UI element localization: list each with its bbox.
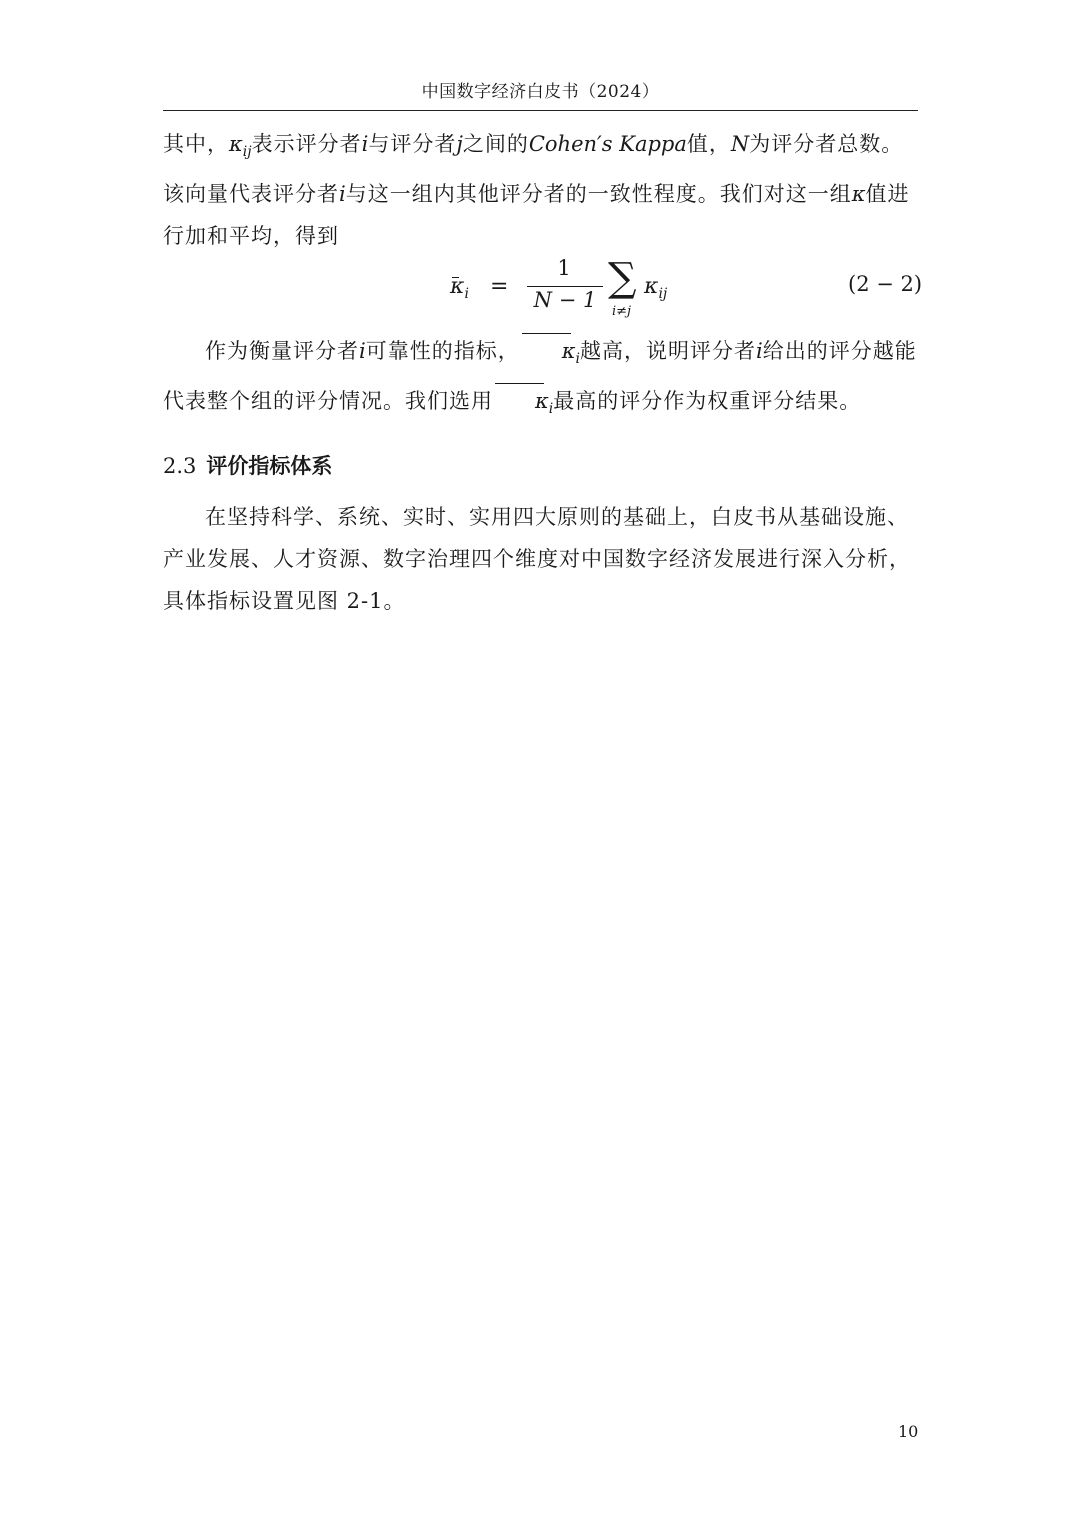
equation-lhs: $\kappa_i$ xyxy=(450,274,469,302)
text-segment: 之间的 xyxy=(462,132,529,156)
text-segment: 为评分者总数。该向量代表评分者 xyxy=(163,132,904,206)
equals-sign: = xyxy=(490,274,509,299)
math-var-n: N xyxy=(730,132,750,156)
text-segment: 越高，说明评分者 xyxy=(579,339,756,363)
summation-sign: ∑ xyxy=(608,255,637,301)
header-rule xyxy=(163,110,918,111)
page-number: 10 xyxy=(898,1422,919,1441)
math-var-i: i xyxy=(361,132,369,156)
text-segment: 值进行加和平均，得到 xyxy=(163,182,910,248)
text-segment: 可靠性的指标， xyxy=(365,339,520,363)
text-segment: 最高的评分作为权重评分结果。 xyxy=(553,389,862,413)
paragraph-definitions xyxy=(163,123,918,257)
text-segment: 其中， xyxy=(163,132,229,156)
math-kappa: $\kappa_{ij}$ xyxy=(229,132,252,160)
math-var-i: i xyxy=(359,339,366,363)
text-segment: 与这一组内其他评分者的一致性程度。我们对这一组 xyxy=(345,182,852,206)
running-header: 中国数字经济白皮书（2024） xyxy=(421,82,660,102)
paragraph-indicator-system: 在坚持科学、系统、实时、实用四大原则的基础上，白皮书从基础设施、产业发展、人才资源、数字治理四个维度对中国数字经济发展进行深入分析，具体指标设置见图 2-1。 xyxy=(163,505,911,613)
equation-2-2 xyxy=(450,255,668,328)
math-var-j: j xyxy=(456,132,463,156)
text-segment: 给出的评分越能代表整个组的评分情况。我们选用 xyxy=(163,339,917,413)
math-cohen-kappa: Cohen′s Kappa xyxy=(528,132,687,156)
math-kappa: κ xyxy=(851,182,866,206)
summation-limit: i≠j xyxy=(612,304,632,319)
fraction-bar xyxy=(527,286,603,287)
section-heading xyxy=(163,450,332,480)
fraction-numerator: 1 xyxy=(557,256,571,280)
text-segment: 值， xyxy=(686,132,731,156)
math-var-i: i xyxy=(339,182,346,206)
math-kappa-bar: $\kappa_i$ xyxy=(493,389,553,413)
fraction-denominator: N − 1 xyxy=(533,288,597,312)
equation-number: (2 − 2) xyxy=(848,272,923,296)
summation-term: $\kappa_{ij}$ xyxy=(644,274,668,302)
math-kappa-bar: $\kappa_i$ xyxy=(520,339,580,363)
text-segment: 表示评分者 xyxy=(251,132,362,156)
text-segment: 作为衡量评分者 xyxy=(205,339,359,363)
paragraph-reliability xyxy=(163,330,918,430)
text-segment: 与评分者 xyxy=(368,132,457,156)
math-var-i: i xyxy=(755,339,763,363)
section-number: 2.3 xyxy=(163,454,197,478)
section-title: 评价指标体系 xyxy=(206,454,333,478)
